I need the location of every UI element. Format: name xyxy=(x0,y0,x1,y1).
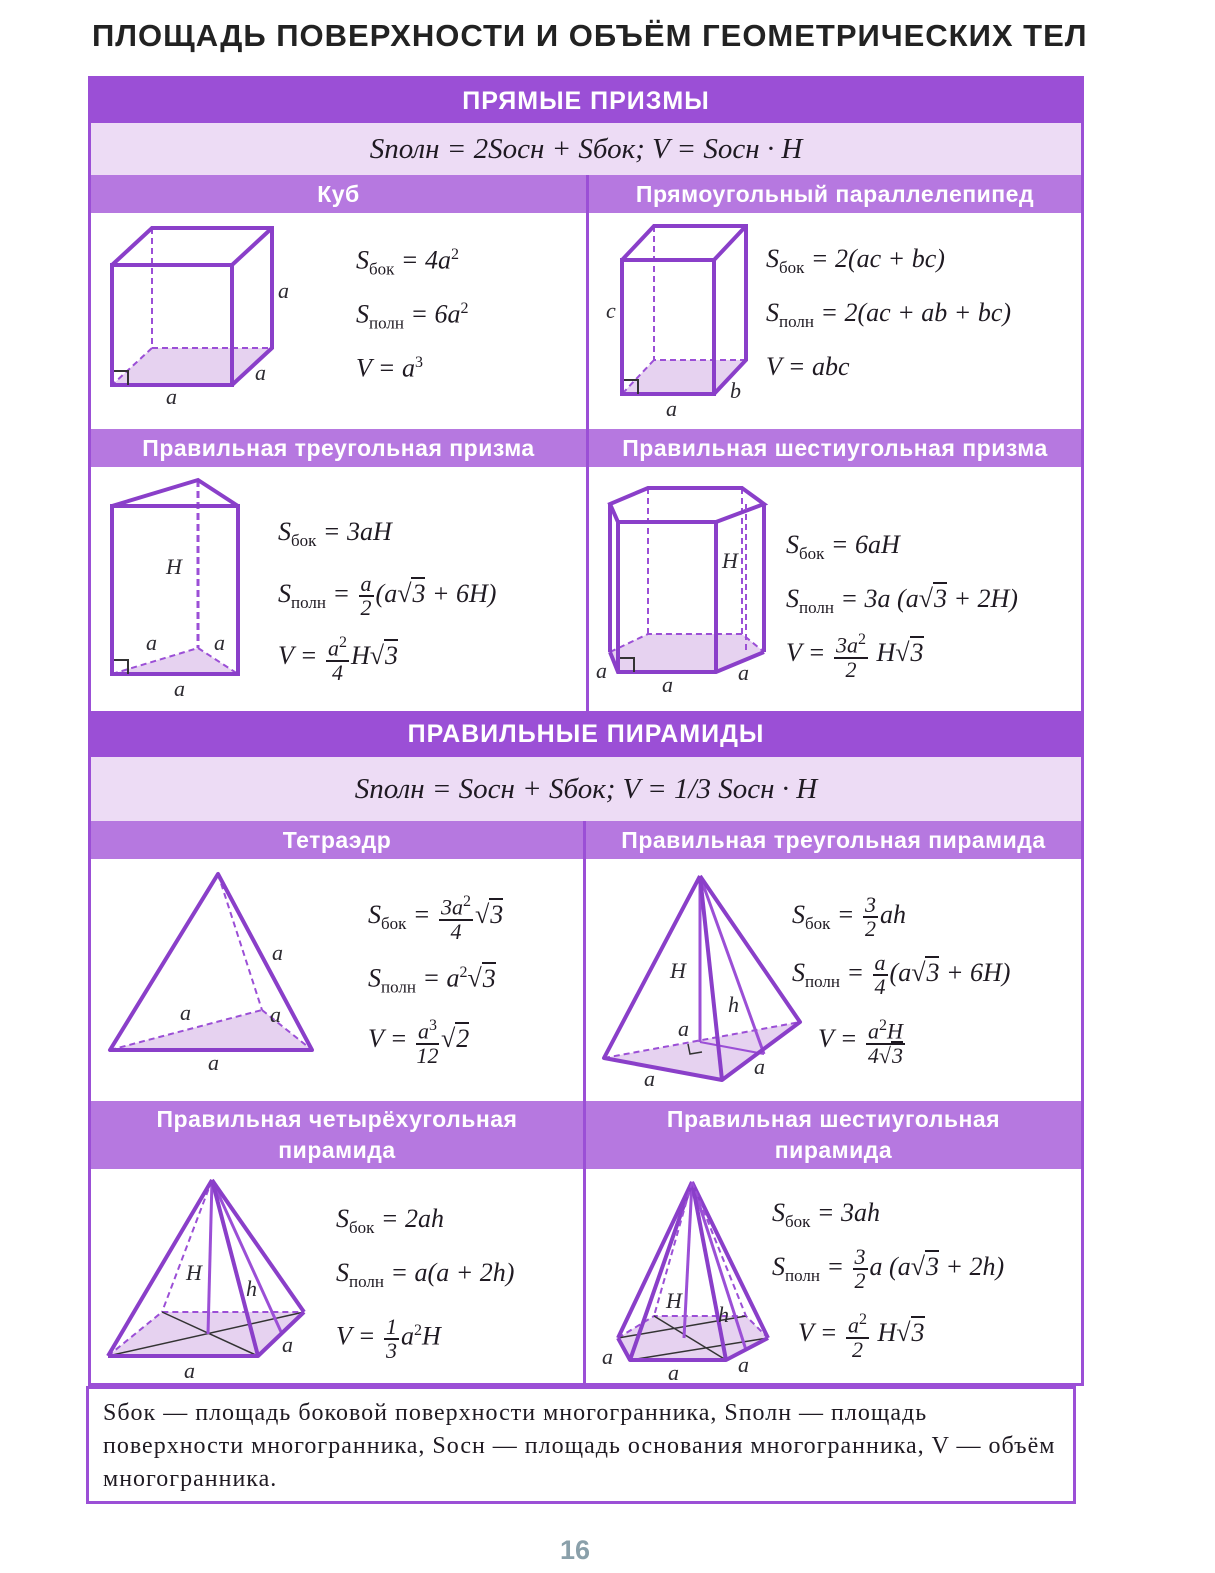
tetra-formulas: $S_{бок}$ = $\frac{3a^2}{4}$ √3 $S_{полн} = a^2√3$ V = $\frac{a^3}{12}$ √2 xyxy=(368,893,504,1068)
hex-prism-figure xyxy=(596,482,776,697)
tri-prism-formulas: $S_{бок} = 3aH$ $S_{полн}$ = $\frac{a}{2}$ (a√3 + 6H) V = $\frac{a^2}{4}$ H√3 xyxy=(278,517,497,685)
quad-pyramid-label-H: H xyxy=(186,1260,202,1285)
quad-pyramid-formulas: $S_{бок} = 2ah$ $S_{полн} = a(a + 2h)$ V = $\frac{1}{3}$ $a^2H$ xyxy=(336,1204,515,1363)
quad-pyramid-title-line2: пирамида xyxy=(278,1137,396,1163)
tetra-label-a4: a xyxy=(208,1050,219,1075)
tetra-label-a1: a xyxy=(272,940,283,965)
tri-pyramid-label-h: h xyxy=(728,992,739,1017)
hex-pyramid-formulas: $S_{бок} = 3ah$ $S_{полн}$ = $\frac{3}{2}$ a (a√3 + 2h) V = $\frac{a^2}{2}$ H√3 xyxy=(772,1198,1005,1362)
quad-pyramid-label-h: h xyxy=(246,1276,257,1301)
hex-prism-formulas: $S_{бок} = 6aH$ $S_{полн} = 3a$ (a√3 + 2H) V = $\frac{3a^2}{2}$ H√3 xyxy=(786,530,1018,682)
hex-pyramid-title-line1: Правильная шестиугольная xyxy=(666,1106,1001,1132)
tri-pyramid-label-a1: a xyxy=(678,1016,689,1041)
hex-pyramid-label-a2: a xyxy=(668,1360,679,1385)
pyramid-general-formula: Sполн = Sосн + Sбок; V = 1/3 Sосн · H xyxy=(91,757,1081,821)
page-title: ПЛОЩАДЬ ПОВЕРХНОСТИ И ОБЪЁМ ГЕОМЕТРИЧЕСКИХ ТЕЛ xyxy=(92,18,1088,53)
tri-prism-label-a2: a xyxy=(214,630,225,655)
tri-prism-label-a3: a xyxy=(174,676,185,701)
cube-formulas: $S_{бок} = 4a^2$ $S_{полн} = 6a^2$ $V = a^3$ xyxy=(356,245,469,383)
hex-prism-label-H: H xyxy=(722,548,738,573)
tri-prism-title: Правильная треугольная призма xyxy=(91,429,586,467)
section-header-pyramids: ПРАВИЛЬНЫЕ ПИРАМИДЫ xyxy=(91,711,1081,757)
tetra-label-a3: a xyxy=(270,1002,281,1027)
tri-pyramid-formulas: $S_{бок}$ = $\frac{3}{2}$ ah $S_{полн}$ = $\frac{a}{4}$ (a√3 + 6H) V = $\frac{a^2H}{4√3}$ xyxy=(792,892,1011,1068)
hex-pyramid-label-a1: a xyxy=(602,1344,613,1369)
cube-figure xyxy=(100,220,300,410)
quad-pyramid-figure xyxy=(100,1176,320,1386)
quad-pyramid-label-a1: a xyxy=(184,1358,195,1383)
tri-pyramid-label-a2: a xyxy=(644,1066,655,1091)
quad-pyramid-title xyxy=(91,1101,583,1169)
tetra-label-a2: a xyxy=(180,1000,191,1025)
quad-pyramid-title-line1: Правильная четырёхугольная xyxy=(156,1106,518,1132)
tetra-title: Тетраэдр xyxy=(91,821,583,859)
tri-prism-label-a1: a xyxy=(146,630,157,655)
tri-pyramid-label-H: H xyxy=(670,958,686,983)
tri-pyramid-title: Правильная треугольная пирамида xyxy=(586,821,1081,859)
section-header-prisms: ПРЯМЫЕ ПРИЗМЫ xyxy=(91,79,1081,123)
hex-pyramid-figure xyxy=(602,1178,788,1388)
cube-label-edge: a xyxy=(278,278,289,303)
cube-label-depth: a xyxy=(255,360,266,385)
cuboid-formulas: $S_{бок} = 2(ac + bc)$ $S_{полн} = 2(ac$ + ab + bc) V = abc xyxy=(766,244,1012,381)
hex-prism-label-a2: a xyxy=(662,672,673,697)
hex-pyramid-title-line2: пирамида xyxy=(774,1137,893,1163)
cuboid-title: Прямоугольный параллелепипед xyxy=(589,175,1081,213)
cube-title: Куб xyxy=(91,175,586,213)
hex-pyramid-title xyxy=(586,1101,1081,1169)
hex-pyramid-label-H: H xyxy=(666,1288,682,1313)
hex-prism-label-a3: a xyxy=(738,660,749,685)
page-number: 16 xyxy=(560,1535,591,1565)
legend: Sбок — площадь боковой поверхности многогранника, Sполн — площадь поверхности многогранника, Sосн — площадь основания многогранника, V — объём многогранника. xyxy=(86,1386,1076,1504)
cube-label-base: a xyxy=(166,384,177,409)
hex-pyramid-label-h: h xyxy=(718,1302,729,1327)
hex-prism-title: Правильная шестиугольная призма xyxy=(589,429,1081,467)
tri-prism-figure xyxy=(100,470,260,700)
prism-general-formula: Sполн = 2Sосн + Sбок; V = Sосн · H xyxy=(91,123,1081,175)
hex-prism-label-a1: a xyxy=(596,658,607,683)
cuboid-label-c: c xyxy=(606,298,616,323)
cuboid-label-a: a xyxy=(666,396,677,421)
tri-pyramid-figure xyxy=(598,872,808,1092)
tri-prism-label-H: H xyxy=(166,554,182,579)
tri-pyramid-label-a3: a xyxy=(754,1054,765,1079)
hex-pyramid-label-a3: a xyxy=(738,1352,749,1377)
quad-pyramid-label-a2: a xyxy=(282,1332,293,1357)
cuboid-label-b: b xyxy=(730,378,741,403)
cuboid-figure xyxy=(600,222,770,422)
tetra-figure xyxy=(100,868,330,1078)
